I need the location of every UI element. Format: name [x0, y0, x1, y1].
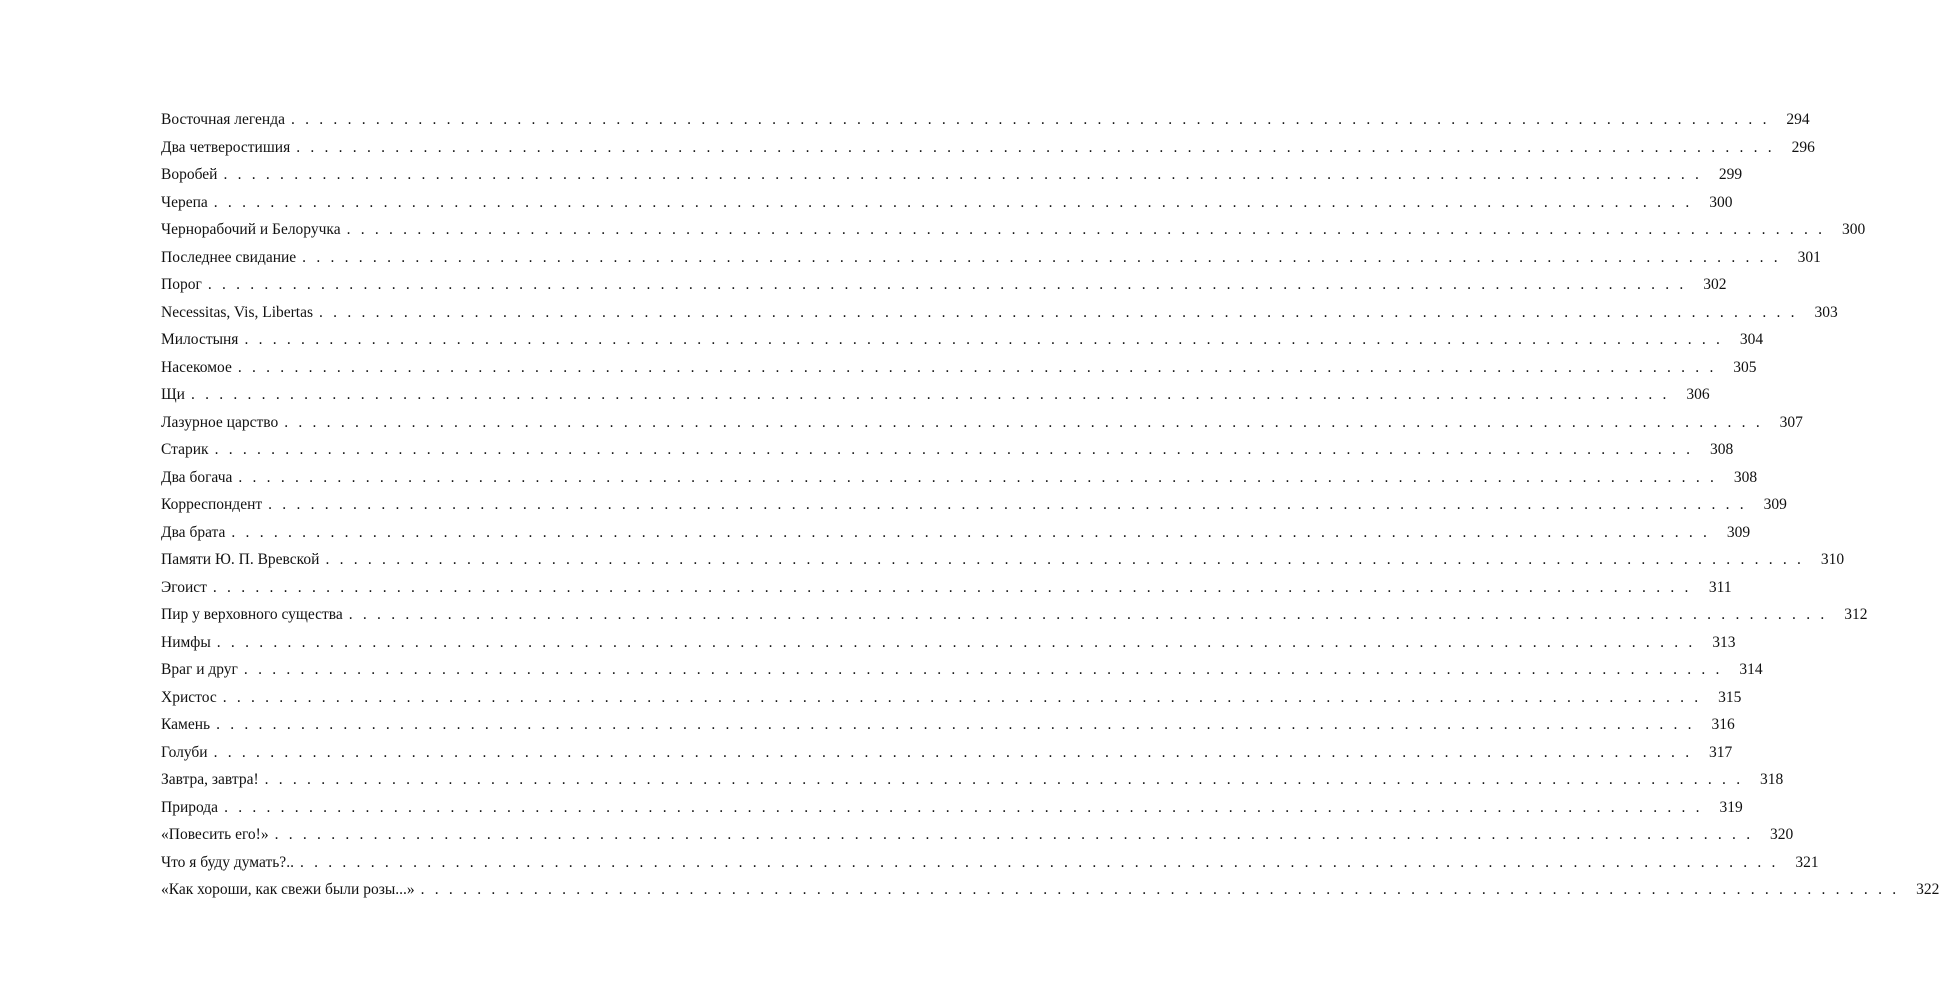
entry-title: Воробей	[161, 166, 218, 183]
dot-leader: . . . . . . . . . . . . . . . . . . . . . . . . . . . . . . . . . . . . . . . . . . . . . . . . . . . . . . . . . . . . . . . . . . . . . . . . . . . . . . . . . . . . . . . . . . . . . . . . . . . . . . . . .	[207, 276, 1687, 293]
entry-page-number: 307	[1779, 413, 1803, 431]
entry-title: Камень	[161, 716, 211, 733]
toc-entry	[161, 161, 1743, 189]
entry-title: Корреспондент	[161, 496, 263, 513]
entry-page-number: 309	[1726, 523, 1751, 541]
dot-leader: . . . . . . . . . . . . . . . . . . . . . . . . . . . . . . . . . . . . . . . . . . . . . . . . . . . . . . . . . . . . . . . . . . . . . . . . . . . . . . . . . . . . . . . . . . . . . . . . . . . . . . . . .	[244, 331, 1724, 348]
toc-entry	[161, 326, 1764, 354]
dot-leader: . . . . . . . . . . . . . . . . . . . . . . . . . . . . . . . . . . . . . . . . . . . . . . . . . . . . . . . . . . . . . . . . . . . . . . . . . . . . . . . . . . . . . . . . . . . . . . . . . . . . . . . . .	[274, 826, 1754, 843]
dot-leader: . . . . . . . . . . . . . . . . . . . . . . . . . . . . . . . . . . . . . . . . . . . . . . . . . . . . . . . . . . . . . . . . . . . . . . . . . . . . . . . . . . . . . . . . . . . . . . . . . . . . . . . . .	[224, 798, 1703, 816]
dot-leader: . . . . . . . . . . . . . . . . . . . . . . . . . . . . . . . . . . . . . . . . . . . . . . . . . . . . . . . . . . . . . . . . . . . . . . . . . . . . . . . . . . . . . . . . . . . . . . . . . . . . . . . . .	[319, 303, 1798, 321]
entry-page-number: 303	[1814, 303, 1838, 321]
dot-leader: . . . . . . . . . . . . . . . . . . . . . . . . . . . . . . . . . . . . . . . . . . . . . . . . . . . . . . . . . . . . . . . . . . . . . . . . . . . . . . . . . . . . . . . . . . . . . . . . . . . . . . . . .	[346, 221, 1826, 238]
entry-page-number: 306	[1686, 386, 1710, 403]
toc-entry	[161, 436, 1734, 464]
dot-leader: . . . . . . . . . . . . . . . . . . . . . . . . . . . . . . . . . . . . . . . . . . . . . . . . . . . . . . . . . . . . . . . . . . . . . . . . . . . . . . . . . . . . . . . . . . . . . . . . . . . . . . . . .	[290, 111, 1770, 128]
entry-page-number: 314	[1739, 661, 1763, 678]
toc-entry	[161, 849, 1819, 877]
dot-leader: . . . . . . . . . . . . . . . . . . . . . . . . . . . . . . . . . . . . . . . . . . . . . . . . . . . . . . . . . . . . . . . . . . . . . . . . . . . . . . . . . . . . . . . . . . . . . . . . . . . . . . . . .	[238, 468, 1718, 486]
toc-entry	[161, 794, 1743, 822]
dot-leader: . . . . . . . . . . . . . . . . . . . . . . . . . . . . . . . . . . . . . . . . . . . . . . . . . . . . . . . . . . . . . . . . . . . . . . . . . . . . . . . . . . . . . . . . . . . . . . . . . . . . . . . . .	[264, 771, 1744, 788]
dot-leader: . . . . . . . . . . . . . . . . . . . . . . . . . . . . . . . . . . . . . . . . . . . . . . . . . . . . . . . . . . . . . . . . . . . . . . . . . . . . . . . . . . . . . . . . . . . . . . . . . . . . . . . . .	[231, 523, 1711, 541]
entry-page-number: 322	[1916, 881, 1939, 898]
toc-entry	[161, 766, 1784, 794]
entry-title: Пир у верховного существа	[161, 606, 343, 623]
toc-entry	[161, 271, 1727, 299]
entry-page-number: 301	[1797, 248, 1821, 266]
toc-entry	[161, 464, 1758, 492]
entry-page-number: 321	[1795, 853, 1819, 871]
toc-entry	[161, 491, 1787, 519]
toc-entry	[161, 601, 1868, 629]
dot-leader: . . . . . . . . . . . . . . . . . . . . . . . . . . . . . . . . . . . . . . . . . . . . . . . . . . . . . . . . . . . . . . . . . . . . . . . . . . . . . . . . . . . . . . . . . . . . . . . . . . . . . . . . .	[216, 716, 1695, 733]
toc-entry	[161, 381, 1710, 409]
dot-leader: . . . . . . . . . . . . . . . . . . . . . . . . . . . . . . . . . . . . . . . . . . . . . . . . . . . . . . . . . . . . . . . . . . . . . . . . . . . . . . . . . . . . . . . . . . . . . . . . . . . . . . . . .	[213, 743, 1693, 761]
entry-title: Последнее свидание	[161, 248, 297, 266]
entry-title: Природа	[161, 798, 219, 816]
entry-title: Враг и друг	[161, 661, 238, 678]
entry-title: «Как хороши, как свежи были розы...»	[161, 881, 415, 898]
entry-page-number: 318	[1760, 771, 1784, 788]
entry-title: Завтра, завтра!	[161, 771, 259, 788]
toc-entry	[161, 546, 1845, 574]
entry-page-number: 309	[1763, 496, 1787, 513]
entry-title: Два брата	[161, 523, 226, 541]
dot-leader: . . . . . . . . . . . . . . . . . . . . . . . . . . . . . . . . . . . . . . . . . . . . . . . . . . . . . . . . . . . . . . . . . . . . . . . . . . . . . . . . . . . . . . . . . . . . . . . . . . . . . . . . .	[348, 606, 1828, 623]
entry-title: Чернорабочий и Белоручка	[161, 221, 341, 238]
toc-entry	[161, 106, 1810, 134]
dot-leader: . . . . . . . . . . . . . . . . . . . . . . . . . . . . . . . . . . . . . . . . . . . . . . . . . . . . . . . . . . . . . . . . . . . . . . . . . . . . . . . . . . . . . . . . . . . . . . . . . . . . . . . . .	[296, 138, 1775, 156]
toc-entry	[161, 629, 1736, 657]
dot-leader: . . . . . . . . . . . . . . . . . . . . . . . . . . . . . . . . . . . . . . . . . . . . . . . . . . . . . . . . . . . . . . . . . . . . . . . . . . . . . . . . . . . . . . . . . . . . . . . . . . . . . . . . .	[299, 853, 1779, 871]
dot-leader: . . . . . . . . . . . . . . . . . . . . . . . . . . . . . . . . . . . . . . . . . . . . . . . . . . . . . . . . . . . . . . . . . . . . . . . . . . . . . . . . . . . . . . . . . . . . . . . . . . . . . . . . .	[243, 661, 1723, 678]
entry-page-number: 300	[1709, 193, 1733, 211]
entry-page-number: 305	[1733, 358, 1757, 376]
entry-page-number: 313	[1712, 633, 1736, 651]
entry-title: Эгоист	[161, 578, 207, 596]
toc-entry	[161, 134, 1815, 162]
entry-page-number: 320	[1770, 826, 1794, 843]
entry-page-number: 294	[1786, 111, 1810, 128]
entry-page-number: 300	[1842, 221, 1866, 238]
dot-leader: . . . . . . . . . . . . . . . . . . . . . . . . . . . . . . . . . . . . . . . . . . . . . . . . . . . . . . . . . . . . . . . . . . . . . . . . . . . . . . . . . . . . . . . . . . . . . . . . . . . . . . . . .	[222, 688, 1702, 706]
entry-title: Два четверостишия	[161, 138, 291, 156]
dot-leader: . . . . . . . . . . . . . . . . . . . . . . . . . . . . . . . . . . . . . . . . . . . . . . . . . . . . . . . . . . . . . . . . . . . . . . . . . . . . . . . . . . . . . . . . . . . . . . . . . . . . . . . . .	[216, 633, 1696, 651]
toc-entry	[161, 409, 1803, 437]
toc-entry	[161, 656, 1763, 684]
entry-page-number: 310	[1820, 551, 1845, 568]
entry-page-number: 311	[1708, 578, 1732, 596]
entry-page-number: 299	[1718, 166, 1743, 183]
entry-page-number: 302	[1703, 276, 1727, 293]
toc-entry	[161, 684, 1742, 712]
dot-leader: . . . . . . . . . . . . . . . . . . . . . . . . . . . . . . . . . . . . . . . . . . . . . . . . . . . . . . . . . . . . . . . . . . . . . . . . . . . . . . . . . . . . . . . . . . . . . . . . . . . . . . . . .	[302, 248, 1781, 266]
entry-title: Нимфы	[161, 633, 211, 651]
table-of-contents	[161, 106, 1939, 904]
dot-leader: . . . . . . . . . . . . . . . . . . . . . . . . . . . . . . . . . . . . . . . . . . . . . . . . . . . . . . . . . . . . . . . . . . . . . . . . . . . . . . . . . . . . . . . . . . . . . . . . . . . . . . . . .	[190, 386, 1670, 403]
toc-entry	[161, 354, 1757, 382]
dot-leader: . . . . . . . . . . . . . . . . . . . . . . . . . . . . . . . . . . . . . . . . . . . . . . . . . . . . . . . . . . . . . . . . . . . . . . . . . . . . . . . . . . . . . . . . . . . . . . . . . . . . . . . . .	[214, 441, 1694, 458]
toc-entry	[161, 876, 1939, 904]
dot-leader: . . . . . . . . . . . . . . . . . . . . . . . . . . . . . . . . . . . . . . . . . . . . . . . . . . . . . . . . . . . . . . . . . . . . . . . . . . . . . . . . . . . . . . . . . . . . . . . . . . . . . . . . .	[223, 166, 1703, 183]
entry-page-number: 296	[1791, 138, 1815, 156]
toc-entry	[161, 574, 1732, 602]
entry-title: Христос	[161, 688, 217, 706]
toc-entry	[161, 711, 1735, 739]
entry-title: Что я буду думать?..	[161, 853, 294, 871]
entry-page-number: 308	[1710, 441, 1734, 458]
entry-title: Necessitas, Vis, Libertas	[161, 303, 314, 321]
entry-page-number: 317	[1709, 743, 1733, 761]
entry-page-number: 312	[1844, 606, 1868, 623]
dot-leader: . . . . . . . . . . . . . . . . . . . . . . . . . . . . . . . . . . . . . . . . . . . . . . . . . . . . . . . . . . . . . . . . . . . . . . . . . . . . . . . . . . . . . . . . . . . . . . . . . . . . . . . . .	[213, 193, 1693, 211]
dot-leader: . . . . . . . . . . . . . . . . . . . . . . . . . . . . . . . . . . . . . . . . . . . . . . . . . . . . . . . . . . . . . . . . . . . . . . . . . . . . . . . . . . . . . . . . . . . . . . . . . . . . . . . . .	[420, 881, 1900, 898]
toc-entry	[161, 821, 1794, 849]
entry-title: Голуби	[161, 743, 208, 761]
entry-title: Насекомое	[161, 358, 232, 376]
entry-title: Старик	[161, 441, 209, 458]
entry-title: Милостыня	[161, 331, 239, 348]
entry-title: Два богача	[161, 468, 233, 486]
dot-leader: . . . . . . . . . . . . . . . . . . . . . . . . . . . . . . . . . . . . . . . . . . . . . . . . . . . . . . . . . . . . . . . . . . . . . . . . . . . . . . . . . . . . . . . . . . . . . . . . . . . . . . . . .	[284, 413, 1763, 431]
entry-page-number: 319	[1719, 798, 1743, 816]
toc-entry	[161, 519, 1751, 547]
entry-page-number: 308	[1733, 468, 1758, 486]
dot-leader: . . . . . . . . . . . . . . . . . . . . . . . . . . . . . . . . . . . . . . . . . . . . . . . . . . . . . . . . . . . . . . . . . . . . . . . . . . . . . . . . . . . . . . . . . . . . . . . . . . . . . . . . .	[212, 578, 1692, 596]
entry-page-number: 304	[1739, 331, 1764, 348]
entry-title: Восточная легенда	[161, 111, 285, 128]
entry-title: Памяти Ю. П. Вревской	[161, 551, 320, 568]
entry-page-number: 315	[1718, 688, 1742, 706]
entry-title: Щи	[161, 386, 185, 403]
dot-leader: . . . . . . . . . . . . . . . . . . . . . . . . . . . . . . . . . . . . . . . . . . . . . . . . . . . . . . . . . . . . . . . . . . . . . . . . . . . . . . . . . . . . . . . . . . . . . . . . . . . . . . . . .	[237, 358, 1717, 376]
toc-entry	[161, 216, 1866, 244]
toc-entry	[161, 189, 1733, 217]
dot-leader: . . . . . . . . . . . . . . . . . . . . . . . . . . . . . . . . . . . . . . . . . . . . . . . . . . . . . . . . . . . . . . . . . . . . . . . . . . . . . . . . . . . . . . . . . . . . . . . . . . . . . . . . .	[268, 496, 1747, 513]
entry-page-number: 316	[1711, 716, 1735, 733]
toc-entry	[161, 299, 1838, 327]
entry-title: Порог	[161, 276, 202, 293]
entry-title: «Повесить его!»	[161, 826, 269, 843]
dot-leader: . . . . . . . . . . . . . . . . . . . . . . . . . . . . . . . . . . . . . . . . . . . . . . . . . . . . . . . . . . . . . . . . . . . . . . . . . . . . . . . . . . . . . . . . . . . . . . . . . . . . . . . . .	[325, 551, 1805, 568]
toc-entry	[161, 739, 1733, 767]
entry-title: Лазурное царство	[161, 413, 279, 431]
toc-entry	[161, 244, 1821, 272]
entry-title: Черепа	[161, 193, 208, 211]
